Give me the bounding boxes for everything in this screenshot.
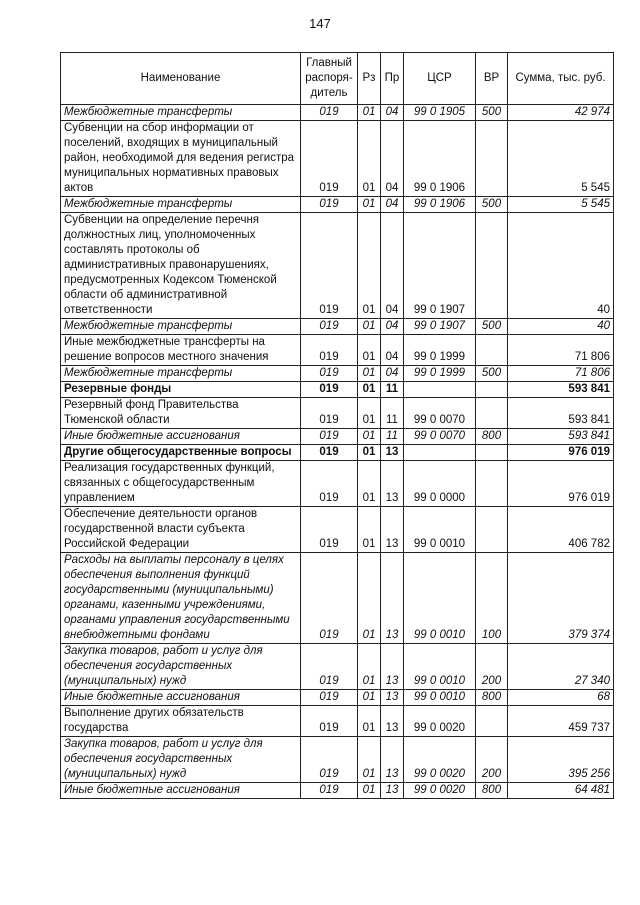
cell-sum: 5 545	[508, 197, 614, 213]
cell-csr: 99 0 0010	[404, 507, 476, 553]
header-admin: Главный распоря-дитель	[301, 53, 358, 105]
table-row	[61, 213, 614, 319]
cell-vr: 500	[476, 197, 508, 213]
cell-admin: 019	[301, 121, 358, 197]
cell-name: Межбюджетные трансферты	[61, 197, 301, 213]
cell-sum: 64 481	[508, 783, 614, 799]
cell-sum: 27 340	[508, 644, 614, 690]
cell-name: Резервный фонд Правительства Тюменской области	[61, 398, 301, 429]
cell-csr: 99 0 0020	[404, 737, 476, 783]
cell-vr: 500	[476, 319, 508, 335]
cell-sum: 40	[508, 319, 614, 335]
cell-pr: 13	[381, 553, 404, 644]
table-row	[61, 398, 614, 429]
cell-vr	[476, 507, 508, 553]
cell-pr: 13	[381, 507, 404, 553]
header-pr: Пр	[381, 53, 404, 105]
cell-admin: 019	[301, 382, 358, 398]
cell-csr: 99 0 0010	[404, 644, 476, 690]
cell-rz: 01	[358, 507, 381, 553]
cell-rz: 01	[358, 783, 381, 799]
header-rz: Рз	[358, 53, 381, 105]
table-row	[61, 366, 614, 382]
table-row	[61, 429, 614, 445]
cell-pr: 11	[381, 382, 404, 398]
cell-vr: 200	[476, 644, 508, 690]
cell-sum: 68	[508, 690, 614, 706]
cell-vr: 800	[476, 690, 508, 706]
table-row	[61, 644, 614, 690]
cell-vr	[476, 382, 508, 398]
cell-sum: 976 019	[508, 445, 614, 461]
cell-admin: 019	[301, 706, 358, 737]
cell-name: Закупка товаров, работ и услуг для обеспечения государственных (муниципальных) нужд	[61, 644, 301, 690]
cell-pr: 04	[381, 335, 404, 366]
cell-pr: 04	[381, 197, 404, 213]
cell-name: Иные бюджетные ассигнования	[61, 690, 301, 706]
cell-rz: 01	[358, 105, 381, 121]
cell-sum: 40	[508, 213, 614, 319]
cell-name: Субвенции на сбор информации от поселений, входящих в муниципальный район, необходимой для ведения регистра муниципальных нормативных правовых актов	[61, 121, 301, 197]
cell-vr	[476, 213, 508, 319]
cell-admin: 019	[301, 366, 358, 382]
cell-pr: 13	[381, 644, 404, 690]
cell-vr: 200	[476, 737, 508, 783]
cell-vr: 500	[476, 105, 508, 121]
cell-rz: 01	[358, 366, 381, 382]
cell-csr: 99 0 1906	[404, 197, 476, 213]
cell-csr: 99 0 1906	[404, 121, 476, 197]
header-vr: ВР	[476, 53, 508, 105]
cell-name: Закупка товаров, работ и услуг для обеспечения государственных (муниципальных) нужд	[61, 737, 301, 783]
cell-csr: 99 0 1999	[404, 335, 476, 366]
cell-name: Межбюджетные трансферты	[61, 366, 301, 382]
cell-admin: 019	[301, 105, 358, 121]
cell-admin: 019	[301, 445, 358, 461]
header-row	[61, 53, 614, 105]
table-row	[61, 690, 614, 706]
table-row	[61, 783, 614, 799]
cell-name: Иные бюджетные ассигнования	[61, 783, 301, 799]
cell-vr: 800	[476, 429, 508, 445]
cell-sum: 593 841	[508, 398, 614, 429]
cell-pr: 13	[381, 783, 404, 799]
cell-rz: 01	[358, 553, 381, 644]
cell-csr	[404, 382, 476, 398]
cell-vr: 500	[476, 366, 508, 382]
cell-name: Субвенции на определение перечня должностных лиц, уполномоченных составлять протоколы об административных правонарушениях, предусмотренных Кодексом Тюменской области об административной ответственности	[61, 213, 301, 319]
cell-csr: 99 0 1907	[404, 213, 476, 319]
cell-sum: 593 841	[508, 429, 614, 445]
cell-pr: 13	[381, 706, 404, 737]
cell-rz: 01	[358, 319, 381, 335]
table-row	[61, 382, 614, 398]
cell-name: Обеспечение деятельности органов государственной власти субъекта Российской Федерации	[61, 507, 301, 553]
cell-vr	[476, 461, 508, 507]
table-row	[61, 335, 614, 366]
cell-name: Выполнение других обязательств государства	[61, 706, 301, 737]
cell-sum: 593 841	[508, 382, 614, 398]
cell-admin: 019	[301, 507, 358, 553]
cell-rz: 01	[358, 461, 381, 507]
header-name: Наименование	[61, 53, 301, 105]
table-row	[61, 445, 614, 461]
cell-pr: 11	[381, 398, 404, 429]
cell-rz: 01	[358, 213, 381, 319]
cell-name: Межбюджетные трансферты	[61, 319, 301, 335]
cell-pr: 13	[381, 737, 404, 783]
cell-rz: 01	[358, 429, 381, 445]
table-row	[61, 737, 614, 783]
table-row	[61, 507, 614, 553]
cell-name: Расходы на выплаты персоналу в целях обеспечения выполнения функций государственными (муниципальными) органами, казенными учреждениями, органами управления государственными внебюджетными фондами	[61, 553, 301, 644]
budget-table	[60, 52, 614, 799]
cell-pr: 04	[381, 366, 404, 382]
cell-csr: 99 0 0000	[404, 461, 476, 507]
cell-name: Реализация государственных функций, связанных с общегосударственным управлением	[61, 461, 301, 507]
table-row	[61, 121, 614, 197]
cell-admin: 019	[301, 644, 358, 690]
cell-name: Другие общегосударственные вопросы	[61, 445, 301, 461]
cell-csr: 99 0 0010	[404, 690, 476, 706]
table-row	[61, 553, 614, 644]
cell-rz: 01	[358, 398, 381, 429]
cell-pr: 13	[381, 461, 404, 507]
cell-admin: 019	[301, 213, 358, 319]
cell-sum: 395 256	[508, 737, 614, 783]
cell-admin: 019	[301, 553, 358, 644]
cell-csr: 99 0 0010	[404, 553, 476, 644]
cell-rz: 01	[358, 335, 381, 366]
cell-sum: 406 782	[508, 507, 614, 553]
table-row	[61, 197, 614, 213]
header-csr: ЦСР	[404, 53, 476, 105]
cell-vr	[476, 445, 508, 461]
cell-pr: 13	[381, 445, 404, 461]
cell-sum: 5 545	[508, 121, 614, 197]
cell-sum: 459 737	[508, 706, 614, 737]
table-row	[61, 706, 614, 737]
cell-pr: 04	[381, 121, 404, 197]
cell-csr: 99 0 1905	[404, 105, 476, 121]
cell-admin: 019	[301, 429, 358, 445]
table-body	[61, 105, 614, 799]
cell-sum: 42 974	[508, 105, 614, 121]
cell-rz: 01	[358, 121, 381, 197]
cell-csr: 99 0 1999	[404, 366, 476, 382]
cell-rz: 01	[358, 382, 381, 398]
cell-name: Межбюджетные трансферты	[61, 105, 301, 121]
cell-rz: 01	[358, 197, 381, 213]
table-row	[61, 105, 614, 121]
cell-rz: 01	[358, 690, 381, 706]
cell-csr: 99 0 0070	[404, 429, 476, 445]
cell-sum: 71 806	[508, 335, 614, 366]
cell-admin: 019	[301, 197, 358, 213]
cell-vr	[476, 706, 508, 737]
cell-csr: 99 0 0020	[404, 783, 476, 799]
cell-pr: 13	[381, 690, 404, 706]
cell-vr: 100	[476, 553, 508, 644]
cell-admin: 019	[301, 319, 358, 335]
cell-admin: 019	[301, 398, 358, 429]
cell-pr: 04	[381, 105, 404, 121]
table-row	[61, 461, 614, 507]
cell-pr: 11	[381, 429, 404, 445]
cell-sum: 379 374	[508, 553, 614, 644]
cell-csr: 99 0 0020	[404, 706, 476, 737]
header-sum: Сумма, тыс. руб.	[508, 53, 614, 105]
cell-admin: 019	[301, 461, 358, 507]
cell-rz: 01	[358, 445, 381, 461]
cell-rz: 01	[358, 644, 381, 690]
cell-csr: 99 0 0070	[404, 398, 476, 429]
page-number: 147	[309, 16, 331, 31]
cell-vr	[476, 335, 508, 366]
cell-name: Резервные фонды	[61, 382, 301, 398]
cell-admin: 019	[301, 335, 358, 366]
cell-admin: 019	[301, 690, 358, 706]
cell-admin: 019	[301, 783, 358, 799]
cell-pr: 04	[381, 213, 404, 319]
cell-rz: 01	[358, 706, 381, 737]
cell-csr	[404, 445, 476, 461]
cell-sum: 71 806	[508, 366, 614, 382]
cell-vr: 800	[476, 783, 508, 799]
cell-csr: 99 0 1907	[404, 319, 476, 335]
cell-vr	[476, 121, 508, 197]
cell-name: Иные межбюджетные трансферты на решение вопросов местного значения	[61, 335, 301, 366]
cell-pr: 04	[381, 319, 404, 335]
cell-vr	[476, 398, 508, 429]
cell-admin: 019	[301, 737, 358, 783]
cell-name: Иные бюджетные ассигнования	[61, 429, 301, 445]
cell-sum: 976 019	[508, 461, 614, 507]
cell-rz: 01	[358, 737, 381, 783]
table-row	[61, 319, 614, 335]
